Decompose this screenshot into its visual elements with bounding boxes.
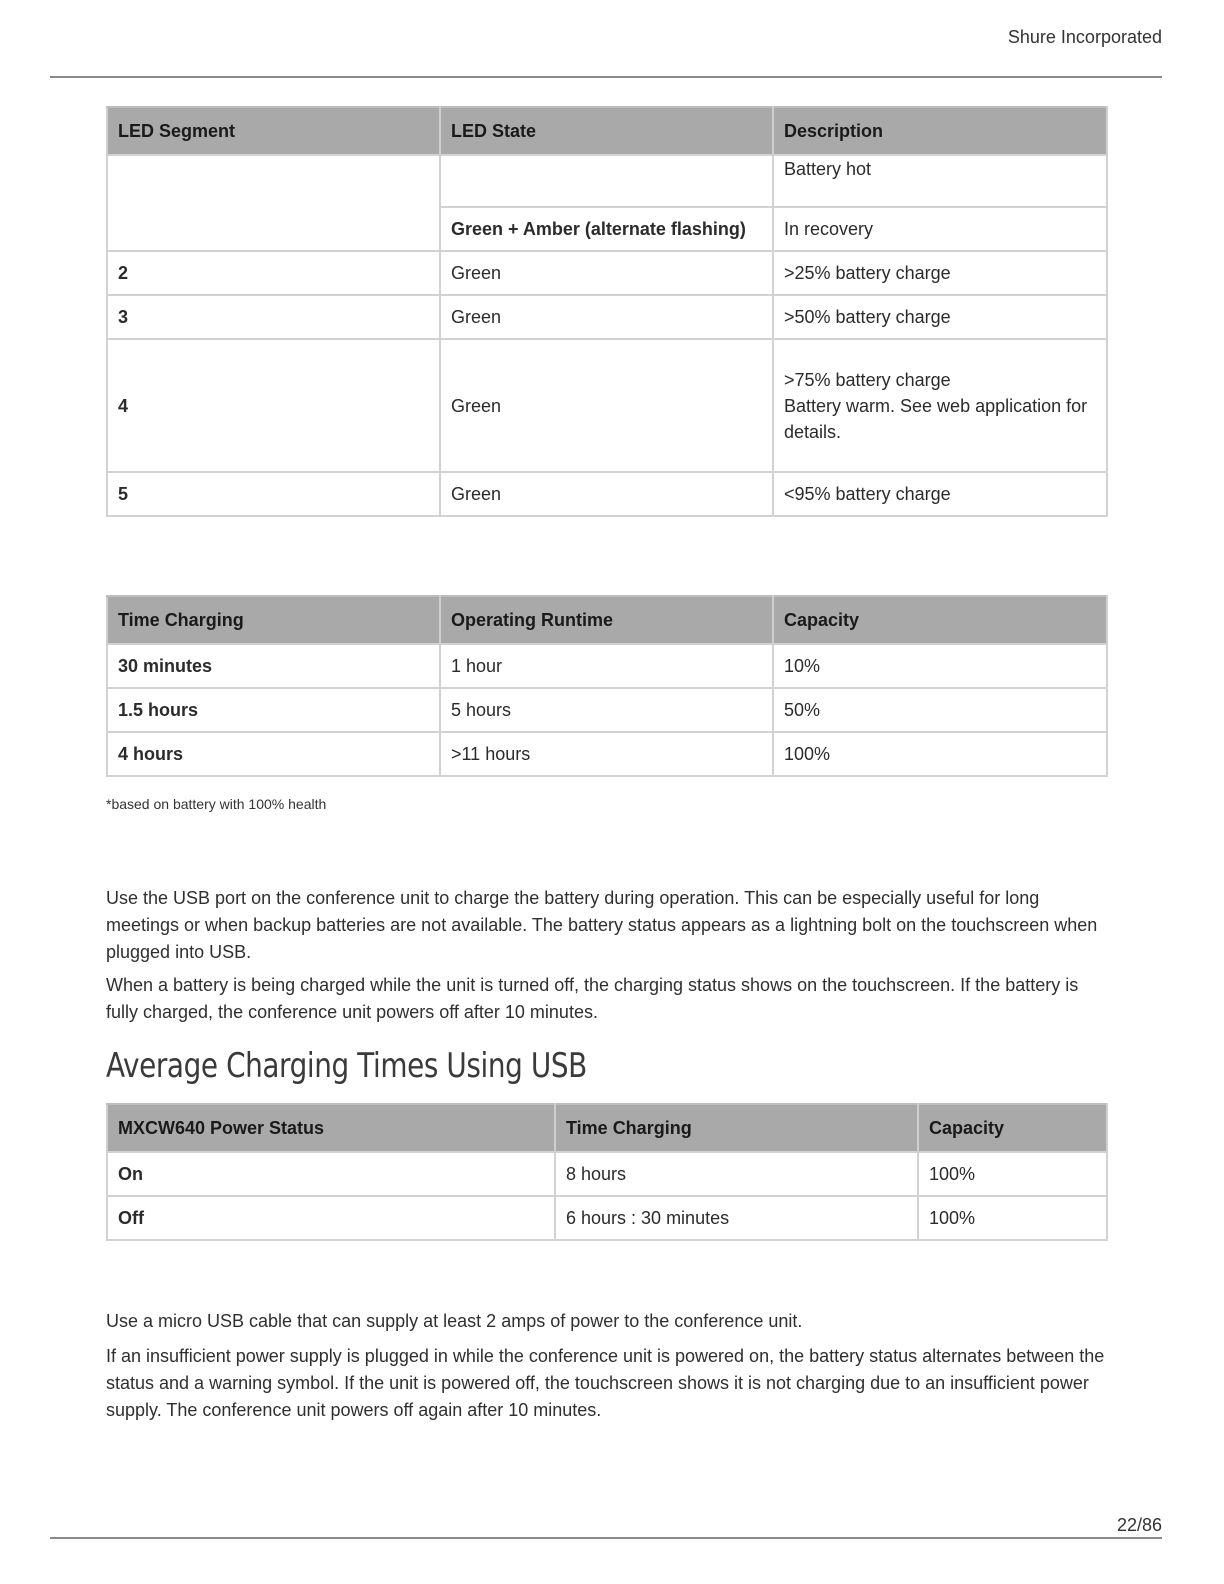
column-header: Capacity: [773, 596, 1107, 644]
runtime-cell: 1 hour: [440, 644, 773, 688]
led-state-cell: Green: [440, 251, 773, 295]
usb-charging-paragraph: When a battery is being charged while the unit is turned off, the charging status shows on the touchscreen. If the battery is fully charged, the conference unit powers off after 10 minutes.: [106, 975, 1079, 1022]
runtime-table: [106, 595, 1108, 777]
runtime-cell: >11 hours: [440, 732, 773, 776]
led-segment-cell: 4: [107, 339, 440, 472]
footer-divider: [50, 1537, 1162, 1539]
led-state-cell: [440, 155, 773, 207]
description-cell: <95% battery charge: [773, 472, 1107, 516]
column-header: Time Charging: [555, 1104, 918, 1152]
capacity-cell: 100%: [918, 1152, 1107, 1196]
led-segment-cell: 5: [107, 472, 440, 516]
time-charging-cell: 30 minutes: [107, 644, 440, 688]
column-header: Operating Runtime: [440, 596, 773, 644]
time-charging-cell: 1.5 hours: [107, 688, 440, 732]
table-row: [107, 155, 1107, 207]
description-cell: >25% battery charge: [773, 251, 1107, 295]
column-header: LED Segment: [107, 107, 440, 155]
runtime-cell: 5 hours: [440, 688, 773, 732]
power-status-cell: Off: [107, 1196, 555, 1240]
led-segment-cell: 2: [107, 251, 440, 295]
column-header: Capacity: [918, 1104, 1107, 1152]
time-charging-cell: 8 hours: [555, 1152, 918, 1196]
column-header: Description: [773, 107, 1107, 155]
table-row: [107, 251, 1107, 295]
led-segment-cell: [107, 155, 440, 251]
section-heading: Average Charging Times Using USB: [106, 1046, 587, 1086]
description-line: >75% battery charge: [784, 369, 951, 390]
led-segment-cell: 3: [107, 295, 440, 339]
capacity-cell: 100%: [918, 1196, 1107, 1240]
led-state-cell: Green: [440, 295, 773, 339]
usb-charging-paragraph: Use the USB port on the conference unit to charge the battery during operation. This can be especially useful for long meetings or when backup batteries are not available. The battery status appears as a lightning bolt on the touchscreen when plugged into USB.: [106, 888, 1098, 962]
cable-paragraph: If an insufficient power supply is plugged in while the conference unit is powered on, the battery status alternates between the status and a warning symbol. If the unit is powered off, the touchscreen shows it is not charging due to an insufficient power supply. The conference unit powers off again after 10 minutes.: [106, 1346, 1105, 1420]
time-charging-cell: 6 hours : 30 minutes: [555, 1196, 918, 1240]
table-row: [107, 339, 1107, 472]
capacity-cell: 10%: [773, 644, 1107, 688]
table-row: [107, 1196, 1107, 1240]
time-charging-cell: 4 hours: [107, 732, 440, 776]
column-header: Time Charging: [107, 596, 440, 644]
column-header: LED State: [440, 107, 773, 155]
description-line: Battery warm. See web application for details.: [784, 395, 1088, 442]
led-state-cell: Green: [440, 339, 773, 472]
runtime-footnote: *based on battery with 100% health: [106, 796, 327, 812]
description-cell: In recovery: [773, 207, 1107, 251]
capacity-cell: 100%: [773, 732, 1107, 776]
table-header-row: [107, 107, 1107, 155]
led-state-cell: Green: [440, 472, 773, 516]
description-cell: >50% battery charge: [773, 295, 1107, 339]
table-header-row: [107, 1104, 1107, 1152]
table-row: [107, 1152, 1107, 1196]
led-state-cell: Green + Amber (alternate flashing): [440, 207, 773, 251]
table-row: [107, 732, 1107, 776]
table-row: [107, 472, 1107, 516]
table-row: [107, 644, 1107, 688]
usb-charging-table: [106, 1103, 1108, 1241]
cable-paragraph: Use a micro USB cable that can supply at least 2 amps of power to the conference unit.: [106, 1311, 803, 1331]
table-header-row: [107, 596, 1107, 644]
led-status-table: [106, 106, 1108, 517]
header-company-name: Shure Incorporated: [1007, 27, 1162, 47]
page-number: 22/86: [1116, 1515, 1162, 1535]
description-cell: Battery hot: [773, 155, 1107, 207]
description-cell: [773, 339, 1107, 472]
capacity-cell: 50%: [773, 688, 1107, 732]
table-row: [107, 688, 1107, 732]
power-status-cell: On: [107, 1152, 555, 1196]
header-divider: [50, 76, 1162, 78]
column-header: MXCW640 Power Status: [107, 1104, 555, 1152]
table-row: [107, 295, 1107, 339]
